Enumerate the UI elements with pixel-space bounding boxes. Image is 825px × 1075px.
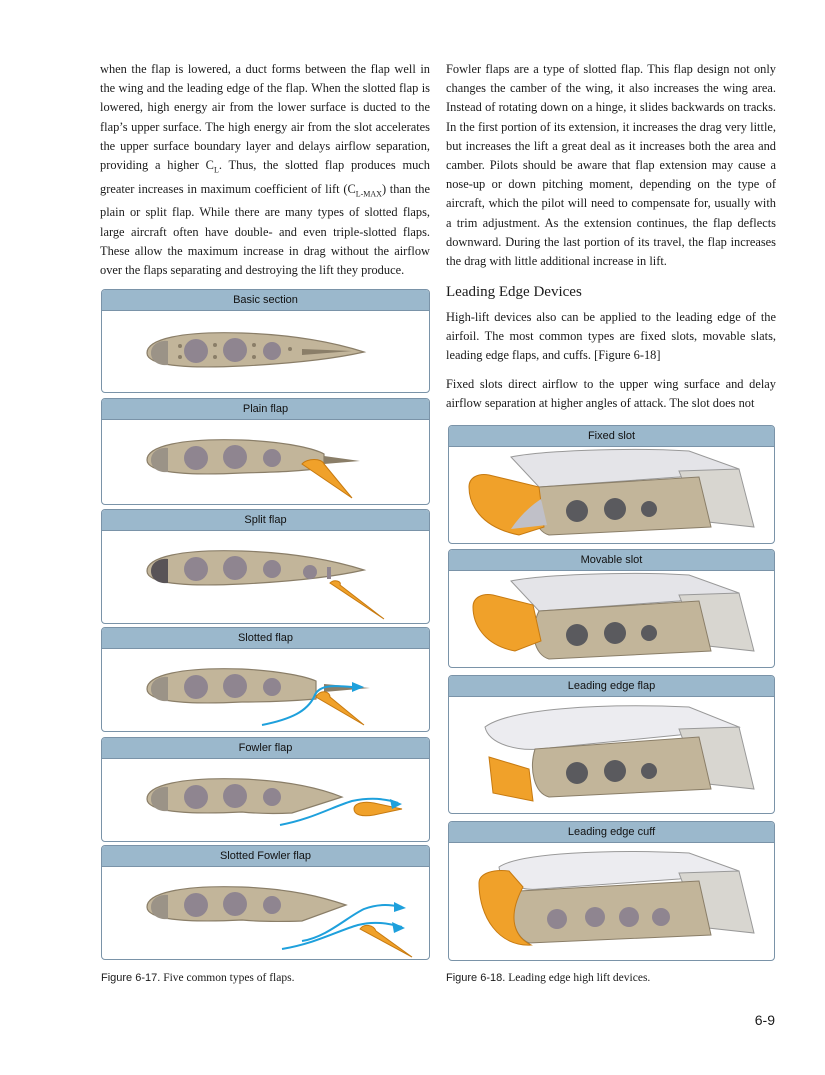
le-panel-leading-edge-cuff [448,821,775,961]
panel-title: Leading edge cuff [449,822,774,843]
figure-caption-6-17 [101,972,294,984]
figure-caption-6-18 [446,972,650,984]
section-heading: Leading Edge Devices [446,284,582,300]
panel-title: Leading edge flap [449,676,774,697]
caption-label: Figure 6-18. [446,972,506,984]
caption-label: Figure 6-17. [101,972,161,984]
panel-title: Fixed slot [449,426,774,447]
page-number: 6-9 [754,1012,775,1028]
panel-title: Basic section [102,290,429,311]
flap-panel-slotted [101,627,430,732]
panel-title: Movable slot [449,550,774,571]
right-column-paragraph: Fowler flaps are a type of slotted flap. This flap design not only changes the camber of the wing, it also increases the wing area. Instead of rotating down on a hinge, it slides backwards on tracks. In the first portion of its extension, it increases the drag very little, but increases the lift a great deal as it increases both the area and camber. Pilots should be aware that flap extension may cause a nose-up or down pitching moment, depending on the type of aircraft, which the pilot will need to compensate for, usually with a trim adjustment. As the extension continues, the flap deflects downward. During the last portion of its travel, the flap increases the drag with little additional increase in lift. [446,62,776,269]
subscript: L [213,165,219,175]
panel-title: Slotted Fowler flap [102,846,429,867]
panel-title: Plain flap [102,399,429,420]
text-run: ) than the plain or split flap. While there are many types of slotted flaps, large aircraft often have double- and even triple-slotted flaps. These allow the maximum increase in drag without the airflow over the flaps separating and destroying the lift they produce. [100,181,430,277]
right-column-paragraph-2: High-lift devices also can be applied to the leading edge of the airfoil. The most common types are fixed slots, movable slats, leading edge flaps, and cuffs. [Figure 6-18] [446,310,776,363]
le-panel-leading-edge-flap [448,675,775,814]
flap-panel-basic [101,289,430,393]
le-panel-movable-slot [448,549,775,668]
text-run: when the flap is lowered, a duct forms between the flap well in the wing and the leading edge of the flap. When the slotted flap is lowered, high energy air from the lower surface is ducted to the flap’s upper surface. The high energy air from the slot accelerates the upper surface boundary layer and delays airflow separation, providing a higher C [100,62,430,173]
flap-panel-fowler [101,737,430,842]
flap-panel-slotted-fowler [101,845,430,960]
text-run: . Thus, the slotted flap produces much greater increases in maximum coefficient of lift (C [100,158,430,196]
right-column-paragraph-3: Fixed slots direct airflow to the upper wing surface and delay airflow separation at higher angles of attack. The slot does not [446,377,776,411]
left-column-text [100,60,430,280]
panel-title: Slotted flap [102,628,429,649]
le-panel-fixed-slot [448,425,775,544]
panel-title: Fowler flap [102,738,429,759]
subscript: L-MAX [355,189,382,199]
flap-panel-plain [101,398,430,505]
panel-title: Split flap [102,510,429,531]
caption-text: Leading edge high lift devices. [505,972,651,984]
caption-text: Five common types of flaps. [160,972,295,984]
flap-panel-split [101,509,430,624]
